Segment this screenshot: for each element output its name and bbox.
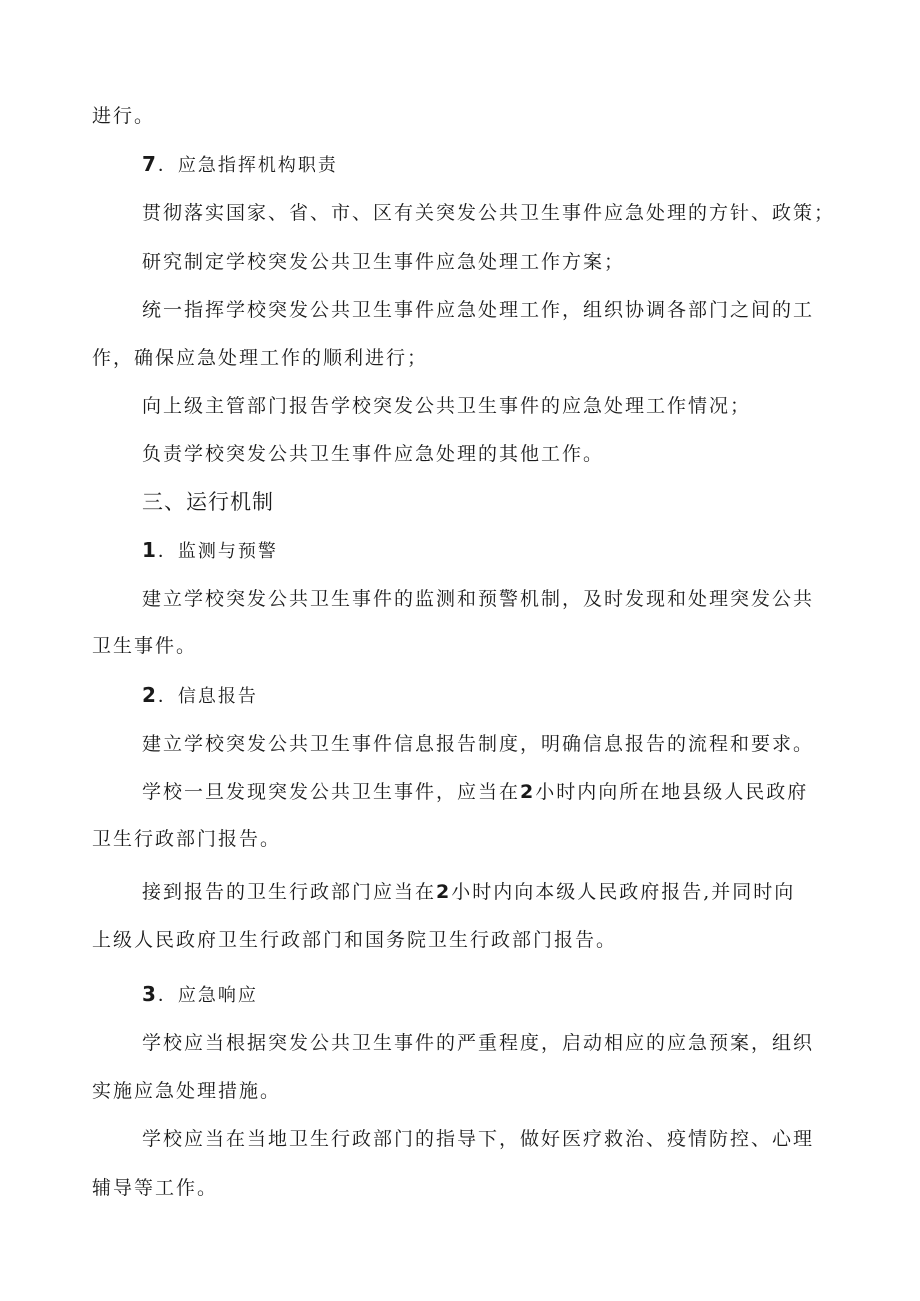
sub2-para2-hours: 2 (520, 781, 536, 803)
sub2-para2-line2: 卫生行政部门报告。 (92, 828, 282, 850)
sub1-number: 1 (142, 538, 158, 562)
intro-fragment: 进行。 (92, 105, 156, 127)
sub2-para3-pre: 接到报告的卫生行政部门应当在 (142, 881, 437, 903)
sub2-heading (142, 683, 258, 709)
sub3-para1-line1: 学校应当根据突发公共卫生事件的严重程度，启动相应的应急预案，组织 (142, 1032, 815, 1054)
sub2-label: ．信息报告 (157, 686, 258, 707)
item7-label: ．应急指挥机构职责 (157, 155, 338, 176)
item7-number: 7 (142, 152, 158, 176)
sub3-number: 3 (142, 982, 158, 1006)
duty-5: 负责学校突发公共卫生事件应急处理的其他工作。 (142, 443, 605, 465)
sub1-para-line1: 建立学校突发公共卫生事件的监测和预警机制，及时发现和处理突发公共 (142, 588, 815, 610)
sub2-para2-post: 小时内向所在地县级人民政府 (535, 781, 809, 803)
sub2-para3-post: 小时内向本级人民政府报告,并同时向 (451, 881, 796, 903)
sub3-heading (142, 982, 258, 1008)
duty-4: 向上级主管部门报告学校突发公共卫生事件的应急处理工作情况； (142, 395, 752, 417)
sub2-para3-line1 (142, 880, 795, 904)
duty-1: 贯彻落实国家、省、市、区有关突发公共卫生事件应急处理的方针、政策； (142, 202, 836, 224)
sub3-para1-line2: 实施应急处理措施。 (92, 1080, 282, 1102)
duty-2: 研究制定学校突发公共卫生事件应急处理工作方案； (142, 251, 626, 273)
sub1-para-line2: 卫生事件。 (92, 635, 198, 657)
sub1-heading (142, 538, 278, 564)
sub2-para3-line2: 上级人民政府卫生行政部门和国务院卫生行政部门报告。 (92, 929, 618, 951)
section-title: 三、运行机制 (142, 490, 274, 514)
sub2-number: 2 (142, 683, 158, 707)
sub2-para1: 建立学校突发公共卫生事件信息报告制度，明确信息报告的流程和要求。 (142, 733, 815, 755)
sub2-para2-pre: 学校一旦发现突发公共卫生事件，应当在 (142, 781, 521, 803)
sub2-para3-hours: 2 (436, 881, 452, 903)
sub1-label: ．监测与预警 (157, 541, 278, 562)
duty-3-cont: 作，确保应急处理工作的顺利进行； (92, 347, 429, 369)
item7-heading (142, 152, 338, 178)
sub3-para2-line2: 辅导等工作。 (92, 1177, 219, 1199)
sub2-para2-line1 (142, 780, 808, 804)
duty-3: 统一指挥学校突发公共卫生事件应急处理工作，组织协调各部门之间的工 (142, 299, 815, 321)
sub3-label: ．应急响应 (157, 985, 258, 1006)
sub3-para2-line1: 学校应当在当地卫生行政部门的指导下，做好医疗救治、疫情防控、心理 (142, 1128, 815, 1150)
